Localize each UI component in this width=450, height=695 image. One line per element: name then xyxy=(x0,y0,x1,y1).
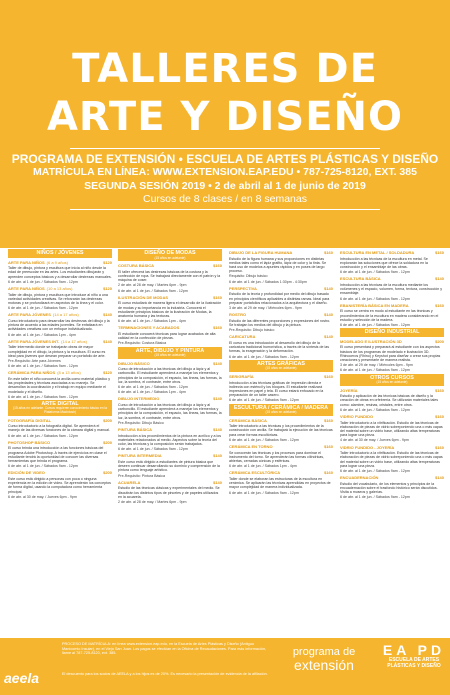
course-item xyxy=(229,287,333,310)
course-description: Taller de dibujo, pintura y escultura que inicia al niño desde la edad de preescolar en las artes. Los estudiantes dibujarán y aprenden conceptos básicos y a desarrollar destrezas manuales. xyxy=(8,266,112,279)
course-header xyxy=(118,454,222,459)
course-description: Curso de introducción a las técnicas del dibujo a lápiz y al carboncillo. El estudiante aprenderá a manejar los elementos y principios de la composición, el espacio, las líneas, las formas, la luz, la sombra, el contraste, entre otros. xyxy=(118,367,222,384)
course-item xyxy=(118,428,222,451)
course-name: ESCULTURA BÁSICA xyxy=(340,276,381,282)
course-price: $120 xyxy=(103,370,112,376)
course-item xyxy=(8,471,112,499)
course-schedule: 3 de abr. al 29 de may. / Miércoles 6pm - 9pm xyxy=(340,363,413,368)
course-ages: (10 a 13 años) xyxy=(46,285,73,291)
course-header xyxy=(8,287,112,292)
course-price: $160 xyxy=(435,302,444,308)
course-description: Taller introductorio a la vitrificación. Estudio de las técnicas de elaboración de piezas de vidrio sobreponiendo una o más capas del material sobre un vidrio base, utilizando altas temperaturas para lograr una pieza. xyxy=(340,451,443,468)
course-price: $160 xyxy=(324,470,333,476)
course-description: Introducción a los procedimientos de la pintura en acrílico y a los materiales relacionados al medio. Aspectos sobre la teoría del color, las técnicas y la composición serán trabajados. xyxy=(118,433,222,447)
course-header xyxy=(8,340,112,345)
course-header xyxy=(229,335,333,340)
course-header xyxy=(340,476,444,481)
section-title: NIÑOS / JÓVENES xyxy=(36,250,84,256)
course-description: Curso introductorio a la fotografía digital. Se aprenderá el manejo de las diversas funciones de la cámara digital y manual. xyxy=(8,424,110,433)
course-schedule: Pre-Requisito: Arte para Jóvenes xyxy=(8,358,61,363)
course-description: Introducción a las técnicas gráficas de impresión directa e indirecta con esténcil y los bloques. El estudiante realizará impresiones en papel y tela. El curso estará enfocado en la preparación de un taller casero. xyxy=(229,380,324,398)
course-item xyxy=(229,251,333,279)
course-description: Estudio de las técnicas clásicas y experimentales del medio. Se discutirán los distintos tipos de pinceles y de papeles utilizados en la acuarela. xyxy=(118,486,220,499)
course-header xyxy=(118,362,222,367)
course-header xyxy=(8,261,112,266)
programa-line: programa de xyxy=(292,646,356,658)
matricula-line: MATRÍCULA EN LÍNEA: WWW.EXTENSION.EAP.EDU • 787-725-8120, EXT. 385 xyxy=(33,166,417,178)
course-schedule: 6 de abr. al 1 de jun. / Sábados 1pm - 4pm xyxy=(8,332,76,337)
course-description: El curso presentará y preparará al estudiante con los aspectos básicos de los programas de modelado e ilustración 3D. Rhinoceros (Rhino) y Keyshot para diseñar o crear sus propias creaciones y presentarle de manera realista. xyxy=(340,345,441,362)
course-name: MODELADO E ILUSTRACIÓN 3D xyxy=(340,338,402,344)
course-description: Se conocerán las técnicas y los procesos para dominar el instrumento del torno. Se aprenderán las formas cilíndricas, abiertas, cerradas cónicas y esféricas. xyxy=(229,450,325,464)
course-price: $140 xyxy=(103,312,112,318)
course-item xyxy=(229,280,333,284)
course-price: $160 xyxy=(213,294,222,300)
course-description: El curso brinda una introducción a las funciones básicas del programa Adobe Photoshop. A través de ejercicios en clase el estudiante tendrá la oportunidad de conocer las diversas herramientas que brinda el programa. xyxy=(8,446,107,464)
course-item xyxy=(340,476,444,499)
course-item xyxy=(8,340,112,363)
course-description: Estudio de la teoría y profundidad por medio del dibujo basado en principios científicos aplicables a distintas ramas. Ideal para preparar portafolios relacionados a la arquitectura y el diseño. xyxy=(229,292,330,305)
course-description: Estudio y aplicación de las técnicas básicas de diseño y la creación de obras en orfebrería. Se utilizarán materiales tales como: alambre, resinas, cristales, entre otros. xyxy=(340,394,439,407)
course-schedule: 2 de abr. al 28 de may. / Martes 6pm - 9pm xyxy=(118,500,187,505)
course-item xyxy=(340,340,444,368)
course-name: EBANISTERÍA BÁSICA EN MADERA xyxy=(340,302,409,308)
course-schedule: 6 de abr. al 1 de jun. / Sábados 9am - 12pm xyxy=(118,288,188,293)
course-price: $140 xyxy=(213,396,222,402)
course-schedule: 6 de abr. al 1 de jun. / Sábados 9am - 12pm xyxy=(8,364,78,369)
course-schedule: 6 de abr. al 1 de jun. / Sábados 9am - 12pm xyxy=(340,495,410,500)
section-note: (15 años en adelante) xyxy=(265,410,297,415)
course-price: $140 xyxy=(213,427,222,433)
course-name: CERÁMICA EN TORNO xyxy=(229,444,273,450)
section-title: ARTE, DIBUJO Y PINTURA xyxy=(135,347,205,354)
course-price: $140 xyxy=(435,475,444,481)
section-note: (15 años en adelante) xyxy=(265,366,297,371)
section-title: DISEÑO DE MODAS xyxy=(144,250,196,256)
title-line2: ARTE Y DISEÑO xyxy=(46,94,404,140)
course-header xyxy=(118,264,222,269)
course-header xyxy=(340,415,444,420)
course-item xyxy=(229,445,333,468)
header xyxy=(0,0,450,248)
eap-name: ESCUELA DE ARTES PLÁSTICAS Y DISEÑO xyxy=(387,657,441,669)
course-ages: (14 a 17 años) xyxy=(61,338,87,344)
course-schedule: 6 de abr. al 1 de jun. / Sábados 1pm - 4pm xyxy=(118,319,186,324)
course-schedule: 6 de abr. al 1 de jun. / Sábados 9am - 12pm xyxy=(8,279,78,284)
eap-logo xyxy=(382,643,446,691)
header-rule-top xyxy=(70,148,380,149)
course-price: $140 xyxy=(213,360,222,366)
course-item xyxy=(118,390,222,394)
course-price: $140 xyxy=(324,312,333,318)
course-description: Taller donde se elaboran las estructuras de la escultura en cerámica. Se aplicarán las técnicas aprendidas en proyectos de mayor complejidad de manera individualizada. xyxy=(229,477,331,490)
subtitle: PROGRAMA DE EXTENSIÓN • ESCUELA DE ARTES PLÁSTICAS Y DISEÑO xyxy=(11,152,439,166)
course-ages: (6 a 9 años) xyxy=(46,259,69,265)
course-item xyxy=(229,375,333,403)
course-schedule: 6 de abr. al 1 de jun. / Sábados 9am - 12pm xyxy=(340,407,410,412)
course-item xyxy=(229,471,333,494)
course-name: DIBUJO BÁSICO xyxy=(118,360,150,366)
course-ages: (14 a 17 años) xyxy=(52,312,79,318)
course-schedule: Requisito: Dibujo básico xyxy=(229,274,268,279)
course-item xyxy=(8,287,112,310)
course-name: JOYERÍA xyxy=(340,387,358,393)
section-title: OTROS CURSOS xyxy=(370,374,414,381)
course-header xyxy=(340,277,444,282)
course-item xyxy=(8,419,112,438)
section-banner xyxy=(229,360,333,372)
course-item xyxy=(229,335,333,358)
course-name: PINTURA INTERMEDIA xyxy=(118,453,162,459)
course-schedule: 6 de abr. al 1 de jun. / Sábados 9am - 12pm xyxy=(229,354,299,359)
course-name: TERMINACIONES Y ACABADOS xyxy=(118,325,180,331)
section-title: DISEÑO INDUSTRIAL xyxy=(364,329,420,336)
course-name: CERÁMICA ESCULTÓRICA xyxy=(229,470,281,476)
column-2 xyxy=(118,248,222,636)
course-description: Estudio del vocabulario, de los elementos y principios de la encuadernación sobre el trasfondo histórico serán discutidos. Visita a museos y galerías. xyxy=(340,481,438,495)
course-header xyxy=(118,397,222,402)
course-name: ILUSTRACIÓN DE MODAS xyxy=(118,294,168,300)
course-schedule: 2 de abr. al 28 de may. / Martes 6pm - 9pm xyxy=(118,283,187,288)
course-name: CARICATURA xyxy=(229,334,256,340)
course-header xyxy=(8,419,112,424)
course-item xyxy=(118,296,222,324)
course-price: $120 xyxy=(103,285,112,291)
course-description: Estudio de la figura humana y sus proporciones en distintas medios tales como el lápiz grafito, lápiz de color y la tinta. Se hará uso de modelos a apuntes rápidos y en poses de largo proceso. xyxy=(229,256,327,274)
course-header xyxy=(229,313,333,318)
course-name: ARTE PARA NIÑOS xyxy=(8,285,45,291)
course-header xyxy=(8,471,112,476)
course-name: ACUARELA xyxy=(118,479,141,485)
course-price: $160 xyxy=(324,373,333,379)
course-description: El curso es una introducción al desarrollo del dibujo de la caricatura tradicional humorística, a través de la síntesis de las formas, la exageración y la deformación. xyxy=(229,341,330,354)
course-listing xyxy=(0,248,450,638)
course-item xyxy=(118,481,222,504)
course-schedule: 6 de abr. al 1 de jun. / Sábados 9am - 12pm xyxy=(340,368,410,373)
course-price: $200 xyxy=(103,470,112,476)
course-item xyxy=(118,326,222,345)
course-description: Taller introductorio a la vitrificación. Estudio de las técnicas de elaboración de piezas de vidrio sobreponiendo una o más capas del material sobre un vidrio base, utilizando altas temperaturas para lograr una pieza. xyxy=(340,420,443,438)
section-note: (15 años en adelante) xyxy=(154,353,186,358)
course-header xyxy=(8,371,112,376)
section-banner xyxy=(340,374,444,386)
course-name: PINTURA BÁSICA xyxy=(118,427,153,433)
course-description: En este taller el niño conocerá la arcilla como material plástico y las propiedades y técnicas asociadas a su manejo. Se desarrollan la coordinación y el trabajo en equipo mediante el modelado y el diseño. xyxy=(8,376,111,394)
course-schedule: 6 de abr. al 1 de jun. / Sábados 9am - 12pm xyxy=(118,385,188,390)
course-schedule: Pre-Requisito: Pintura Básica xyxy=(118,473,165,478)
course-schedule: 6 de abr. al 1 de jun. / Sábados 9am - 12pm xyxy=(8,464,78,469)
course-header xyxy=(8,313,112,318)
column-1 xyxy=(8,248,112,636)
course-item xyxy=(229,313,333,332)
course-schedule: 6 de abr. al 30 de may. / Jueves 6pm - 9pm xyxy=(8,494,77,499)
discount-note: El descuento para los socios de AEELA y a los hijos es de 20%. Es necesario la presentación de evidencia de la afiliación. xyxy=(62,672,268,676)
course-description: Taller introductorio a las técnicas y los procedimientos de la construcción con arcilla. Se trabajará la ejecución de las técnicas para crear formas escultóricas. xyxy=(229,424,333,437)
course-header xyxy=(118,481,222,486)
course-name: ARTE PARA NIÑOS xyxy=(8,259,45,265)
course-item xyxy=(118,362,222,390)
course-item xyxy=(118,397,222,425)
course-price: $160 xyxy=(213,325,222,331)
section-title: ARTE DIGITAL xyxy=(41,400,79,407)
column-4 xyxy=(340,248,444,636)
course-description: Taller intermedio donde se trabajarán obras de mayor complejidad en el dibujo, la pintura y la escultura. El curso es ideal para jóvenes que desean preparar un portafolio de arte. xyxy=(8,345,106,358)
course-item xyxy=(340,389,444,412)
course-schedule: 6 de abr. al 1 de jun. / Sábados 9am - 12pm xyxy=(8,394,78,399)
course-description: Introducción a las técnicas de la escultura mediante los volúmenes y el espacio, volumen, forma, textura, construcción y ensamblaje. xyxy=(340,283,443,296)
course-item xyxy=(8,441,112,469)
course-price: $160 xyxy=(435,250,444,255)
course-item xyxy=(8,364,112,368)
course-name: FOTOGRAFÍA DIGITAL xyxy=(8,417,52,423)
course-header xyxy=(340,446,444,451)
course-description: Curso introductorio para desarrollar las destrezas del dibujo y la pintura de acuerdo a las edades juveniles. Se enfatizará en actividades creativas con un enfoque individualizado. xyxy=(8,318,110,332)
header-rule-bottom xyxy=(70,209,380,210)
course-item xyxy=(340,277,444,300)
course-name: ESCULTURA EN METAL / SOLDADURA xyxy=(340,250,415,255)
enrollment-note: PROCESO DE MATRÍCULA: en línea www.extension.eap.edu, en la Escuela de Artes Plásticas y Diseño (Antiguo Manicomio Insular), en el Viejo San Juan. Los pagos se efectúan en la Oficina de Recaudaciones. Para más información, llame al 787-725-8120, ext. 385. xyxy=(62,642,267,655)
course-header xyxy=(340,304,444,309)
section-banner xyxy=(8,400,112,416)
course-name: SERIGRAFÍA xyxy=(229,373,254,379)
section-note: (15 años en adelante) xyxy=(154,255,186,260)
course-header xyxy=(229,419,333,424)
course-price: $120 xyxy=(103,259,112,265)
course-schedule: 6 de abr. al 1 de jun. / Sábados 9am - 12pm xyxy=(118,447,188,452)
section-banner xyxy=(340,328,444,337)
course-schedule: 4 de abr. al 30 de may. / Jueves 6pm - 9pm xyxy=(340,438,409,443)
course-name: PERSPECTIVA xyxy=(229,285,257,291)
section-banner xyxy=(8,249,112,258)
aeela-logo: aeela xyxy=(4,670,40,686)
course-description: Introducción a las técnicas de la escultura en metal. Se explorarán las soluciones que ofrece la soldadura en la construcción y el ensamblaje de las obras. xyxy=(340,256,428,269)
course-schedule: 6 de abr. al 1 de jun. / Sábados 9am - 12pm xyxy=(8,306,78,311)
course-item xyxy=(118,454,222,477)
course-price: $200 xyxy=(103,439,112,445)
course-price: $140 xyxy=(213,479,222,485)
course-header xyxy=(229,445,333,450)
course-header xyxy=(229,287,333,292)
course-name: DIBUJO INTERMEDIO xyxy=(118,396,160,402)
course-schedule: 6 de abr. al 1 de jun. / Sábados 9am - 12pm xyxy=(340,323,410,328)
course-price: $160 xyxy=(435,387,444,393)
course-description: Este curso está dirigido a personas con poca o ninguna experiencia en la edición de video. Se aprenderán los conceptos de forma digital, usando la computadora como herramienta principal. xyxy=(8,477,111,494)
course-name: ENCUADERNACIÓN xyxy=(340,475,379,481)
course-item xyxy=(8,313,112,336)
course-schedule: 6 de abr. al 1 de jun. / Sábados 9am - 12pm xyxy=(229,490,299,495)
section-banner xyxy=(118,347,222,359)
course-price: $140 xyxy=(324,285,333,291)
course-description: El taller ofrecerá las destrezas básicas de la costura y la confección de ropa. Se trabajará directamente con el patrón y la máquina de coser. xyxy=(118,269,221,283)
course-schedule: 6 de abr. al 1 de jun. / Sábados 9am - 12pm xyxy=(340,469,410,474)
course-item xyxy=(340,304,444,327)
course-header xyxy=(229,471,333,476)
section-title: ARTES GRÁFICAS xyxy=(257,360,305,367)
course-name: COSTURA BÁSICA xyxy=(118,263,155,269)
course-price: $140 xyxy=(435,276,444,282)
course-schedule: 6 de abr. al 1 de jun. / Sábados 9am - 12pm xyxy=(340,270,410,275)
course-price: $140 xyxy=(324,334,333,340)
section-note: (15 años en adelante. Cursos requieren conocimiento básico en la Plataforma Macintosh) xyxy=(13,406,107,415)
extension-line: extensión xyxy=(294,657,354,673)
course-item xyxy=(229,419,333,442)
course-name: DIBUJO DE LA FIGURA HUMANA xyxy=(229,250,293,255)
course-price: $160 xyxy=(435,414,444,420)
course-description: El curso estudiará de manera ligera el desarrollo de la ilustración de modas y su importancia en la industria. Conocerá el estudiante principios básicos de la ilustración de Modas, la anatomía humana y las texturas. xyxy=(118,301,222,318)
title-line1: TALLERES DE xyxy=(72,46,378,92)
course-item xyxy=(118,289,222,293)
course-price: $160 xyxy=(324,250,333,255)
courses-line: Cursos de 8 clases / en 8 semanas xyxy=(142,193,307,205)
course-name: ARTE PARA JÓVENES INT. xyxy=(8,338,60,344)
course-header xyxy=(340,389,444,394)
course-name: VIDRIO FUNDIDO - JOYERÍA xyxy=(340,444,395,450)
course-description: El curso se centra en modo al estudiante en las técnicas y procedimientos de la escultura en madera considerando en el estudio y selección de la madera. xyxy=(340,309,439,322)
section-note: (15 años en adelante) xyxy=(376,380,408,385)
section-title: ESCULTURA / CERÁMICA / MADERA xyxy=(233,404,329,411)
course-price: $160 xyxy=(324,444,333,450)
session-line: SEGUNDA SESIÓN 2019 • 2 de abril al 1 de junio de 2019 xyxy=(84,180,366,192)
course-description: Este curso está dirigido a estudiantes de pintura básica que deseen continuar desarrollando su dominio y comprensión de la pintura como lenguaje artístico. xyxy=(118,460,220,473)
course-description: Curso de introducción a las técnicas del dibujo a lápiz y al carboncillo. El estudiante aprenderá a manejar los elementos y principios de la composición, el espacio, las líneas, las formas, la luz, la sombra, el contraste, entre otros. xyxy=(118,403,222,420)
course-ages: (8 a 13 años) xyxy=(57,370,81,376)
course-item xyxy=(340,368,444,372)
course-schedule: 6 de abr. al 1 de jun. / Sábados 9am - 12pm xyxy=(229,398,299,403)
course-price: $140 xyxy=(103,338,112,344)
course-item xyxy=(118,264,222,287)
programa-extension-logo xyxy=(274,646,374,673)
course-price: $160 xyxy=(213,263,222,269)
course-header xyxy=(118,326,222,331)
course-schedule: Pre-Requisito: Dibujo básico xyxy=(229,328,275,333)
course-schedule: Pre-Requisito: Costura Básica xyxy=(118,341,167,346)
course-schedule: Pre-Requisito: Dibujo Básico xyxy=(118,420,164,425)
course-price: $160 xyxy=(324,417,333,423)
course-schedule: 6 de abr. al 1 de jun. / Sábados 1pm - 4pm xyxy=(118,390,186,395)
course-schedule: 3 de abr. al 29 de may. / Miércoles 6pm - 9pm xyxy=(229,306,302,311)
course-header xyxy=(118,428,222,433)
footer xyxy=(0,638,450,695)
course-name: EDICIÓN DE VIDEO xyxy=(8,470,45,476)
course-name: ARTE PARA JÓVENES xyxy=(8,312,51,318)
course-name: PHOTOSHOP BÁSICO xyxy=(8,439,51,445)
course-schedule: 6 de abr. al 1 de jun. / Sábados 1:30pm - 4:30pm xyxy=(229,279,307,284)
course-price: $200 xyxy=(435,338,444,344)
course-name: ROSTRO xyxy=(229,312,247,318)
course-price: $140 xyxy=(213,453,222,459)
course-description: Taller de dibujo, pintura y escultura que introduce al niño a una variedad actividades creativas. Se reforzarán las destrezas motoras y se profundizará en aspectos de la línea y el color. xyxy=(8,292,108,305)
course-price: $200 xyxy=(103,417,112,423)
course-item xyxy=(340,415,444,443)
section-banner xyxy=(118,249,222,261)
section-banner xyxy=(229,404,333,416)
course-description: El estudiante conocerá técnicas para lograr acabados de alta calidad en la confección de piezas. xyxy=(118,331,216,341)
course-header xyxy=(118,296,222,301)
course-schedule: 6 de abr. al 1 de jun. / Sábados 9am - 12pm xyxy=(340,296,410,301)
course-item xyxy=(8,371,112,399)
course-schedule: 6 de abr. al 1 de jun. / Sábados 9am - 12pm xyxy=(229,437,299,442)
course-header xyxy=(8,441,112,446)
course-description: Estudio de las diferentes proporciones y expresiones del rostro. Se trabajan los medios del dibujo y la pintura. xyxy=(229,318,331,328)
course-item xyxy=(340,251,444,274)
eap-letters: EA PD xyxy=(382,642,446,658)
column-3 xyxy=(229,248,333,636)
course-item xyxy=(8,261,112,284)
course-name: VIDRIO FUNDIDO xyxy=(340,414,374,420)
course-header xyxy=(340,340,444,345)
course-header xyxy=(229,251,333,256)
course-name: CERÁMICA BÁSICA xyxy=(229,417,267,423)
course-schedule: 6 de abr. al 1 de jun. / Sábados 1pm - 4pm xyxy=(229,464,297,469)
course-item xyxy=(340,446,444,474)
course-header xyxy=(229,375,333,380)
course-name: CERÁMICA PARA NIÑOS xyxy=(8,370,56,376)
course-schedule: 6 de abr. al 1 de jun. / Sábados 9am - 12pm xyxy=(8,433,78,438)
course-header xyxy=(340,251,444,256)
course-price: $160 xyxy=(435,444,444,450)
